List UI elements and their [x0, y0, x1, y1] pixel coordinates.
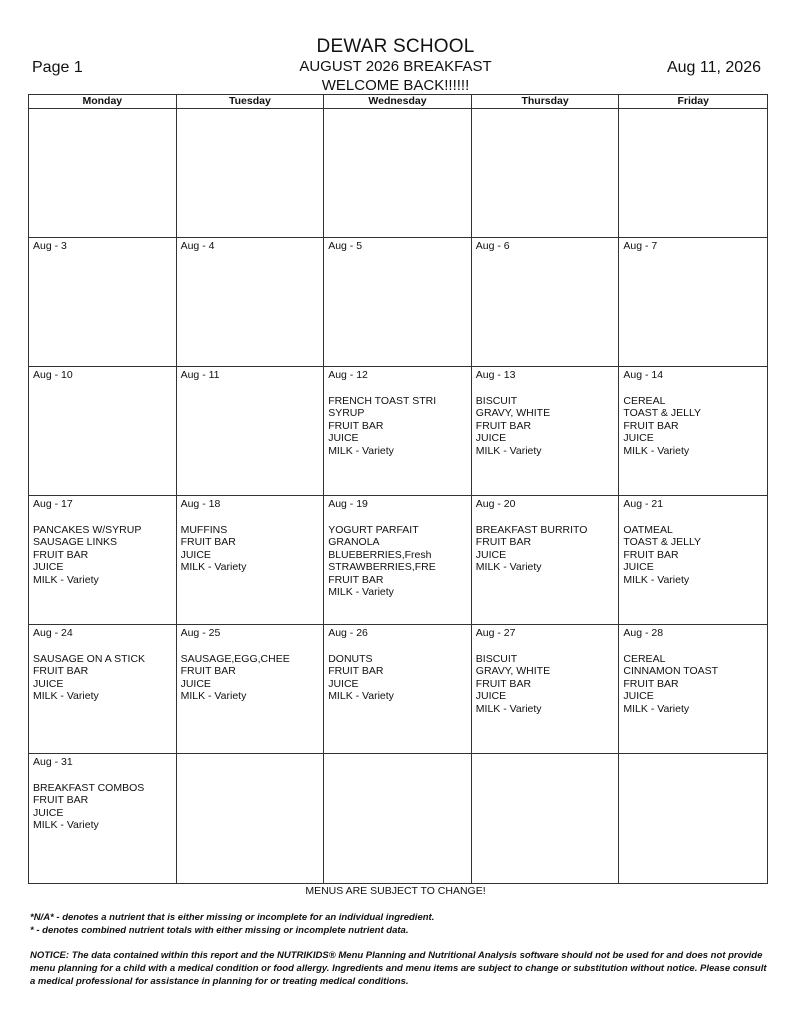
day-cell: [472, 625, 620, 754]
page-number: Page 1: [32, 59, 83, 76]
menu-item: GRANOLA: [328, 536, 380, 548]
menu-item: BREAKFAST BURRITO: [475, 523, 588, 536]
cell-date: Aug - 6: [475, 240, 510, 252]
menu-item: CEREAL: [623, 652, 666, 665]
cell-date: Aug - 7: [623, 240, 658, 252]
menu-item: FRUIT BAR: [623, 677, 679, 690]
menu-item: PANCAKES W/SYRUP: [33, 523, 142, 536]
cell-date: Aug - 12: [328, 369, 368, 381]
day-cell: [324, 109, 472, 238]
welcome-message: WELCOME BACK!!!!!!: [321, 77, 470, 94]
cell-date: Aug - 20: [475, 498, 516, 510]
menu-item: CEREAL: [623, 394, 666, 407]
menu-item: BREAKFAST COMBOS: [33, 781, 145, 794]
menu-item: JUICE: [33, 677, 64, 690]
day-cell: [324, 238, 472, 367]
day-cell: [177, 625, 325, 754]
menu-item: FRUIT BAR: [33, 548, 89, 561]
menu-item: JUICE: [623, 432, 654, 444]
menu-item: MILK - Variety: [328, 586, 394, 598]
cell-date: Aug - 26: [328, 627, 368, 639]
menu-item: MILK - Variety: [328, 690, 394, 702]
day-header-friday: Friday: [619, 95, 767, 109]
page-header: [0, 0, 791, 96]
day-header-wednesday: Wednesday: [324, 95, 472, 109]
cell-date: Aug - 10: [33, 369, 73, 381]
menu-item: YOGURT PARFAIT: [328, 523, 419, 536]
day-cell: [324, 625, 472, 754]
menu-item: MILK - Variety: [623, 444, 690, 457]
day-cell: [177, 109, 325, 238]
menu-item: FRUIT BAR: [475, 419, 532, 432]
day-cell: [324, 367, 472, 496]
menu-item: JUICE: [180, 677, 211, 690]
cell-date: Aug - 13: [475, 369, 516, 381]
menu-item: BLUEBERRIES,Fresh: [328, 548, 432, 561]
menu-item: FRUIT BAR: [328, 665, 384, 677]
menu-item: JUICE: [475, 548, 507, 561]
day-cell: [619, 754, 767, 883]
day-header-tuesday: Tuesday: [177, 95, 325, 109]
menu-item: MILK - Variety: [475, 561, 542, 573]
legend: [30, 911, 434, 937]
menu-item: MILK - Variety: [475, 702, 542, 715]
menu-item: GRAVY, WHITE: [475, 407, 551, 419]
day-cell: [472, 367, 620, 496]
menu-item: FRUIT BAR: [33, 794, 89, 806]
menu-item: FRUIT BAR: [33, 665, 89, 677]
cell-date: Aug - 4: [180, 240, 215, 252]
menu-item: MILK - Variety: [33, 573, 99, 586]
day-cell: [29, 625, 177, 754]
day-cell: [324, 754, 472, 883]
cell-date: Aug - 25: [180, 627, 221, 639]
menu-item: FRUIT BAR: [328, 419, 384, 432]
menu-item: MILK - Variety: [180, 561, 247, 573]
day-cell: [29, 109, 177, 238]
day-header-thursday: Thursday: [472, 95, 620, 109]
day-cell: [619, 109, 767, 238]
cell-date: Aug - 28: [623, 627, 664, 639]
menu-item: DONUTS: [328, 652, 373, 665]
day-cell: [619, 238, 767, 367]
menu-item: FRUIT BAR: [623, 548, 679, 561]
report-date: Aug 11, 2026: [666, 59, 761, 76]
cell-date: Aug - 24: [33, 627, 73, 639]
day-cell: [472, 754, 620, 883]
menu-item: OATMEAL: [623, 523, 673, 536]
menu-item: FRUIT BAR: [475, 536, 532, 548]
cell-date: Aug - 14: [623, 369, 664, 381]
menu-item: FRENCH TOAST STRI: [328, 394, 437, 407]
menu-item: FRUIT BAR: [180, 536, 236, 548]
menu-item: TOAST & JELLY: [623, 536, 702, 548]
menu-calendar: [28, 94, 768, 884]
day-cell: [177, 754, 325, 883]
legend-na: *N/A* - denotes a nutrient that is either missing or incomplete for an individual ingredient.: [30, 912, 435, 923]
day-cell: [324, 496, 472, 625]
day-cell: [472, 109, 620, 238]
subject-to-change-note: MENUS ARE SUBJECT TO CHANGE!: [305, 885, 486, 897]
menu-item: JUICE: [328, 432, 359, 444]
menu-item: STRAWBERRIES,FRE: [328, 561, 436, 573]
day-cell: [177, 496, 325, 625]
menu-item: MILK - Variety: [623, 573, 690, 586]
menu-item: JUICE: [623, 690, 654, 702]
menu-title: AUGUST 2026 BREAKFAST: [299, 58, 492, 75]
menu-item: CINNAMON TOAST: [623, 665, 719, 677]
menu-item: SAUSAGE ON A STICK: [33, 652, 146, 665]
cell-date: Aug - 5: [328, 240, 363, 252]
day-header-monday: Monday: [29, 95, 177, 109]
cell-date: Aug - 17: [33, 498, 73, 510]
menu-item: FRUIT BAR: [475, 677, 532, 690]
day-cell: [472, 238, 620, 367]
menu-item: JUICE: [33, 806, 64, 819]
menu-item: FRUIT BAR: [328, 573, 384, 586]
menu-item: SAUSAGE,EGG,CHEE: [180, 652, 290, 665]
day-cell: [619, 367, 767, 496]
school-name: DEWAR SCHOOL: [316, 36, 475, 57]
menu-item: SAUSAGE LINKS: [33, 536, 118, 548]
cell-date: Aug - 19: [328, 498, 368, 510]
cell-date: Aug - 3: [33, 240, 67, 252]
menu-item: FRUIT BAR: [180, 665, 236, 677]
day-cell: [177, 238, 325, 367]
menu-item: MILK - Variety: [33, 819, 99, 831]
menu-item: JUICE: [180, 548, 211, 561]
menu-item: MILK - Variety: [475, 444, 542, 457]
menu-item: MUFFINS: [180, 523, 228, 536]
menu-item: JUICE: [33, 561, 64, 573]
menu-item: MILK - Variety: [180, 690, 247, 702]
day-cell: [29, 754, 177, 883]
cell-date: Aug - 31: [33, 756, 73, 768]
menu-item: JUICE: [623, 561, 654, 573]
cell-date: Aug - 18: [180, 498, 221, 510]
menu-item: MILK - Variety: [328, 444, 394, 457]
menu-item: MILK - Variety: [623, 702, 690, 715]
menu-item: SYRUP: [328, 407, 365, 419]
cell-date: Aug - 21: [623, 498, 664, 510]
day-cell: [29, 496, 177, 625]
menu-item: BISCUIT: [475, 652, 518, 665]
day-cell: [472, 496, 620, 625]
day-cell: [29, 367, 177, 496]
menu-item: FRUIT BAR: [623, 419, 679, 432]
notice-text: NOTICE: The data contained within this report and the NUTRIKIDS® Menu Planning and Nutritional Analysis software should not be used for and does not provide menu planning for a child with a medical condition or food allergy. Ingredients and menu items are subject to change or substitution without notice. Please consult a medical professional for assistance in planning for or treating medical conditions.: [30, 950, 767, 987]
menu-item: GRAVY, WHITE: [475, 665, 551, 677]
day-cell: [177, 367, 325, 496]
day-cell: [619, 496, 767, 625]
menu-item: JUICE: [328, 677, 359, 690]
day-cell: [29, 238, 177, 367]
menu-item: JUICE: [475, 690, 507, 702]
menu-item: JUICE: [475, 432, 507, 444]
menu-item: BISCUIT: [475, 394, 518, 407]
cell-date: Aug - 27: [475, 627, 516, 639]
menu-item: TOAST & JELLY: [623, 407, 702, 419]
cell-date: Aug - 11: [180, 369, 220, 381]
day-cell: [619, 625, 767, 754]
legend-star: * - denotes combined nutrient totals with either missing or incomplete nutrient data.: [30, 925, 409, 936]
menu-item: MILK - Variety: [33, 690, 99, 702]
